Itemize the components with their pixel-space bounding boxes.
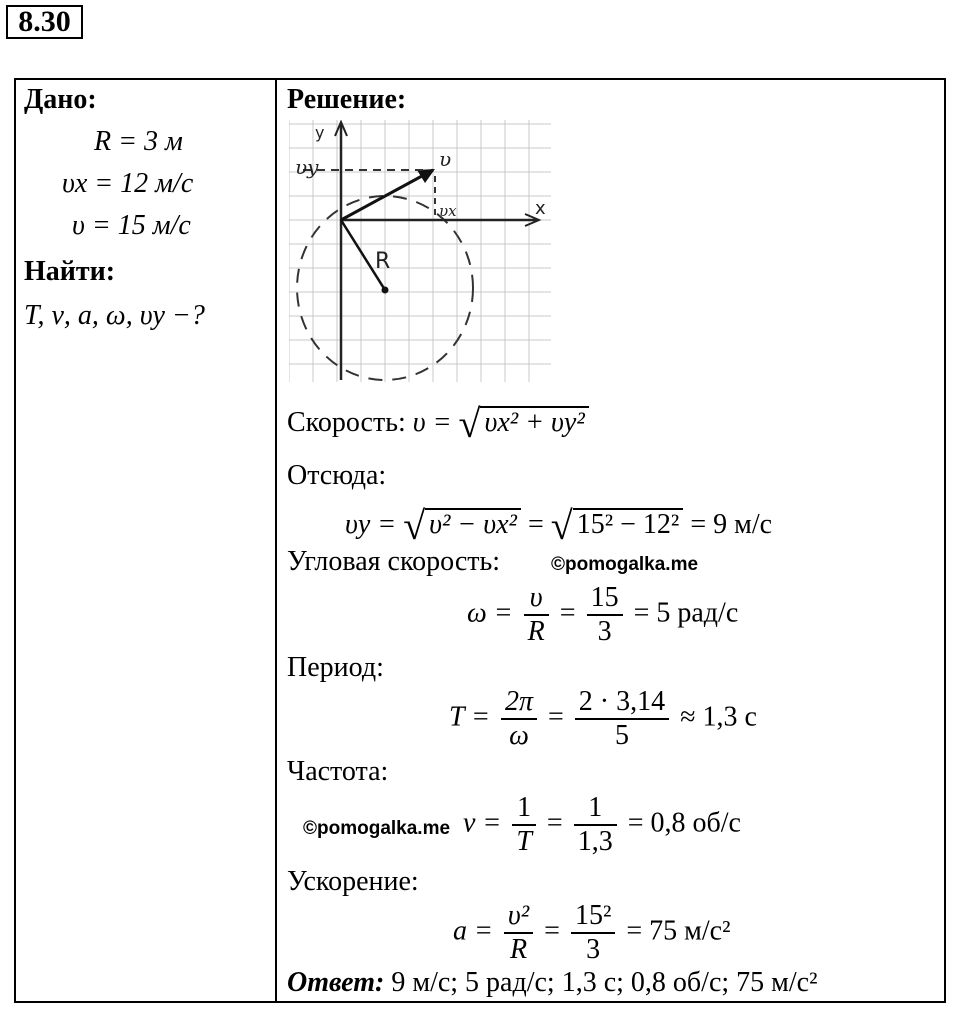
a-lhs: a = — [453, 915, 493, 947]
accel-label: Ускорение: — [287, 866, 419, 897]
eq-sign: = — [559, 597, 576, 629]
speed-lhs: υ = — [412, 407, 452, 438]
omega-num-2: 15 — [587, 582, 623, 616]
problem-number: 8.30 — [6, 5, 83, 39]
solution-header: Решение: — [287, 84, 407, 115]
omega-formula — [467, 582, 738, 648]
nu-num-2: 1 — [574, 792, 617, 826]
omega-lhs: ω = — [467, 597, 513, 629]
nu-result: = 0,8 об/с — [627, 807, 741, 839]
eq-sign: = — [548, 701, 564, 733]
T-den-1: ω — [509, 720, 529, 751]
angular-label: Угловая скорость: — [287, 546, 501, 577]
given-header: Дано: — [24, 84, 97, 115]
answer-line — [287, 967, 817, 999]
find-line: T, ν, a, ω, υy −? — [24, 300, 205, 331]
nu-den-2: 1,3 — [577, 826, 613, 857]
omega-num-1: υ — [524, 582, 549, 616]
fig-label-y: y — [315, 123, 325, 142]
given-line-3: υ = 15 м/с — [72, 210, 191, 241]
a-num-1: υ² — [504, 900, 533, 934]
solution-column — [277, 80, 944, 1001]
hence-label: Отсюда: — [287, 460, 387, 491]
eq-sign: = — [544, 915, 560, 947]
T-lhs: T = — [449, 701, 490, 733]
omega-den-1: R — [527, 616, 545, 647]
accel-formula — [453, 900, 730, 966]
speed-radicand: υx² + υy² — [480, 406, 588, 438]
vy-eq: = — [527, 509, 544, 540]
find-header: Найти: — [24, 256, 116, 287]
T-result: ≈ 1,3 с — [680, 701, 757, 733]
omega-result: = 5 рад/с — [633, 597, 739, 629]
vy-lhs: υy = — [345, 509, 397, 540]
fig-label-x: x — [535, 198, 546, 219]
a-den-2: 3 — [586, 934, 601, 965]
nu-den-1: T — [516, 826, 532, 857]
vy-formula — [345, 502, 772, 549]
sqrt-sign: √ — [550, 503, 573, 548]
sqrt-sign: √ — [458, 401, 481, 446]
fig-label-R: R — [375, 249, 391, 274]
watermark: ©pomogalka.me — [551, 554, 699, 575]
vy-radicand-2: 15² − 12² — [573, 508, 684, 540]
period-label: Период: — [287, 652, 384, 683]
T-num-2: 2 · 3,14 — [575, 686, 669, 720]
eq-sign: = — [546, 807, 563, 839]
answer-label: Ответ: — [287, 967, 385, 998]
sqrt-sign: √ — [403, 503, 426, 548]
vy-radicand-1: υ² − υx² — [425, 508, 521, 540]
answer-text: 9 м/с; 5 рад/с; 1,3 с; 0,8 об/с; 75 м/с² — [391, 967, 818, 998]
solution-table — [14, 78, 946, 1003]
T-num-1: 2π — [501, 686, 537, 720]
speed-formula — [287, 400, 589, 447]
speed-label: Скорость: — [287, 407, 406, 438]
omega-den-2: 3 — [597, 616, 612, 647]
freq-formula — [463, 792, 741, 858]
watermark: ©pomogalka.me — [303, 818, 451, 839]
fig-label-vy: υy — [295, 155, 319, 179]
a-den-1: R — [509, 934, 528, 965]
velocity-diagram — [289, 120, 551, 382]
freq-label: Частота: — [287, 756, 389, 787]
a-num-2: 15² — [571, 900, 615, 934]
given-line-2: υx = 12 м/с — [62, 168, 194, 199]
nu-num-1: 1 — [512, 792, 536, 826]
given-line-1: R = 3 м — [94, 126, 183, 157]
period-formula — [449, 686, 757, 752]
nu-lhs: ν = — [463, 807, 502, 839]
fig-label-v: υ — [439, 147, 452, 171]
vy-result: = 9 м/с — [690, 509, 773, 540]
fig-label-vx: υx — [439, 202, 457, 220]
a-result: = 75 м/с² — [626, 915, 731, 947]
T-den-2: 5 — [614, 720, 629, 751]
